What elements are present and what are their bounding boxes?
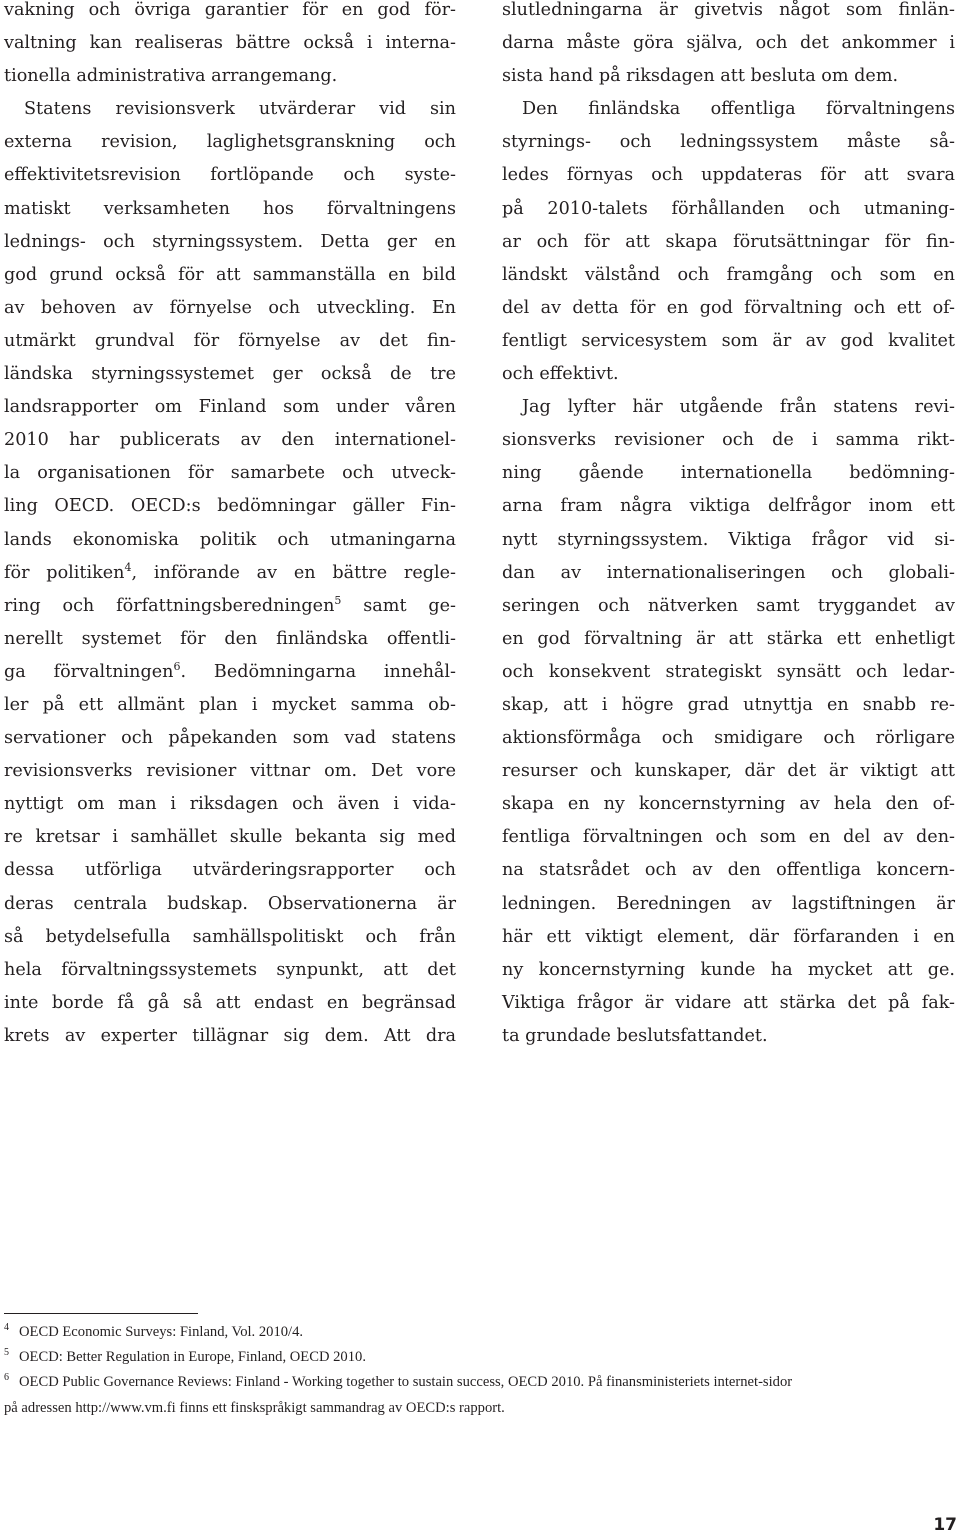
text-line: Viktiga frågor är vidare att stärka det på fak- xyxy=(502,992,955,1013)
text-fragment: samt ge- xyxy=(341,595,456,616)
footnote-ref-4: 4 xyxy=(124,560,132,574)
text-line: arna fram några viktiga delfrågor inom ett xyxy=(502,496,955,517)
text-line: ning gående internationella bedömning- xyxy=(502,463,955,484)
text-line: hela förvaltningssystemets synpunkt, att det xyxy=(4,959,456,980)
text-line xyxy=(4,590,456,623)
text-line: nyttigt om man i riksdagen och även i vida- xyxy=(4,794,456,815)
right-paragraph-3 xyxy=(502,391,955,1053)
text-line: resurser och kunskaper, där det är viktigt att xyxy=(502,761,955,782)
text-line: slutledningarna är givetvis något som finlän- xyxy=(502,0,955,20)
text-line: ny koncernstyrning kunde ha mycket att ge. xyxy=(502,959,955,980)
text-line: la organisationen för samarbete och utveck- xyxy=(4,463,456,484)
text-line: nerellt systemet för den finländska offentli- xyxy=(4,628,456,649)
footnotes xyxy=(4,1320,959,1421)
text-line: servationer och påpekanden som vad statens xyxy=(4,728,456,749)
text-line: ta grundade beslutsfattandet. xyxy=(502,1025,768,1046)
text-line: valtning kan realiseras bättre också i interna- xyxy=(4,33,456,54)
text-line: och effektivt. xyxy=(502,364,619,385)
text-fragment: , införande av en bättre regle- xyxy=(131,562,456,583)
text-line: av behoven av förnyelse och utveckling. En xyxy=(4,297,456,318)
text-fragment: ga förvaltningen xyxy=(4,661,174,682)
footnote-6-continuation: på adressen http://www.vm.fi finns ett finskspråkigt sammandrag av OECD:s rapport. xyxy=(4,1399,505,1416)
text-line: fentliga förvaltningen och som en del av den- xyxy=(502,827,955,848)
footnote-divider xyxy=(4,1313,198,1314)
text-fragment: ring och författningsberedningen xyxy=(4,595,335,616)
text-line: krets av experter tillägnar sig dem. Att dra xyxy=(4,1025,456,1046)
text-line: externa revision, laglighetsgranskning och xyxy=(4,132,456,153)
text-line: ländska styrningssystemet ger också de tre xyxy=(4,364,456,385)
text-line: god grund också för att sammanställa en bild xyxy=(4,264,456,285)
footnote-ref-5: 5 xyxy=(334,593,342,607)
text-line: lednings- och styrningssystem. Detta ger en xyxy=(4,231,456,252)
footnote-text: OECD Economic Surveys: Finland, Vol. 2010/4. xyxy=(19,1324,304,1340)
text-line: 2010 har publicerats av den internationel- xyxy=(4,430,456,451)
footnote-ref-6: 6 xyxy=(173,659,181,673)
text-fragment: . Bedömningarna innehål- xyxy=(180,661,456,682)
text-line: ler på ett allmänt plan i mycket samma ob- xyxy=(4,694,456,715)
footnote-4: 4 OECD Economic Surveys: Finland, Vol. 2010/4. xyxy=(4,1322,304,1340)
text-line: darna måste göra själva, och det ankommer i xyxy=(502,33,955,54)
left-column xyxy=(4,0,456,1053)
page-number: 17 xyxy=(933,1515,957,1535)
text-line: na statsrådet och av den offentliga koncern- xyxy=(502,860,955,881)
footnote-text: OECD Public Governance Reviews: Finland - Working together to sustain success, OECD 2010. På finansministeriets internet-sidor xyxy=(19,1374,793,1391)
text-line: och konsekvent strategiskt synsätt och ledar- xyxy=(502,661,955,682)
text-line: skap, att i högre grad utnyttja en snabb re- xyxy=(502,694,955,715)
text-line: aktionsförmåga och smidigare och rörligare xyxy=(502,728,955,749)
text-line: deras centrala budskap. Observationerna är xyxy=(4,893,456,914)
text-line: så betydelsefulla samhällspolitiskt och från xyxy=(4,926,456,947)
footnote-6: 6 OECD Public Governance Reviews: Finland - Working together to sustain success, OECD 2010. På finansministeriets internet-sidor xyxy=(4,1372,793,1391)
text-line: del av detta för en god förvaltning och ett of- xyxy=(502,297,955,318)
left-paragraph-1 xyxy=(4,0,456,93)
text-line: sista hand på riksdagen att besluta om dem. xyxy=(502,66,899,87)
text-line: Den finländska offentliga förvaltningens xyxy=(522,99,955,120)
text-line: seringen och nätverken samt tryggandet av xyxy=(502,595,955,616)
text-line: revisionsverks revisioner vittnar om. Det vore xyxy=(4,761,456,782)
text-line: tionella administrativa arrangemang. xyxy=(4,66,338,87)
text-line: effektivitetsrevision fortlöpande och syste- xyxy=(4,165,456,186)
right-paragraph-2 xyxy=(502,93,955,391)
right-paragraph-1 xyxy=(502,0,955,93)
text-line: styrnings- och ledningssystem måste så- xyxy=(502,132,955,153)
right-column xyxy=(502,0,955,1053)
footnote-5: 5 OECD: Better Regulation in Europe, Finland, OECD 2010. xyxy=(4,1347,366,1366)
text-line: ar och för att skapa förutsättningar för fin- xyxy=(502,231,955,252)
text-line: skapa en ny koncernstyrning av hela den of- xyxy=(502,794,955,815)
text-line: lands ekonomiska politik och utmaningarna xyxy=(4,529,456,550)
text-fragment: för politiken xyxy=(4,562,125,583)
text-line: här ett viktigt element, där förfaranden i en xyxy=(502,926,955,947)
text-line xyxy=(4,656,456,689)
text-line xyxy=(4,557,456,590)
text-line: inte borde få gå så att endast en begränsad xyxy=(4,992,456,1013)
text-line: ledes förnyas och uppdateras för att svara xyxy=(502,165,955,186)
text-line: landsrapporter om Finland som under våren xyxy=(4,397,456,418)
text-line: på 2010-talets förhållanden och utmaning- xyxy=(502,198,955,219)
text-line: dan av internationaliseringen och globali- xyxy=(502,562,955,583)
text-line: utmärkt grundval för förnyelse av det fin- xyxy=(4,330,456,351)
text-line: vakning och övriga garantier för en god för- xyxy=(4,0,456,20)
text-line: re kretsar i samhället skulle bekanta sig med xyxy=(4,827,456,848)
text-line: sionsverks revisioner och de i samma rikt- xyxy=(502,430,955,451)
text-line: dessa utförliga utvärderingsrapporter och xyxy=(4,860,456,881)
footnote-text: OECD: Better Regulation in Europe, Finland, OECD 2010. xyxy=(19,1349,366,1366)
text-line: nytt styrningssystem. Viktiga frågor vid si- xyxy=(502,529,955,550)
text-line: en god förvaltning är att stärka ett enhetligt xyxy=(502,628,955,649)
text-line: ledningen. Beredningen av lagstiftningen är xyxy=(502,893,955,914)
text-line: Statens revisionsverk utvärderar vid sin xyxy=(24,99,456,120)
left-paragraph-2 xyxy=(4,93,456,1053)
text-line: ländskt välstånd och framgång och som en xyxy=(502,264,955,285)
text-line: fentligt servicesystem som är av god kvalitet xyxy=(502,330,955,351)
text-line: matiskt verksamheten hos förvaltningens xyxy=(4,198,456,219)
text-line: ling OECD. OECD:s bedömningar gäller Fin- xyxy=(4,496,456,517)
text-line: Jag lyfter här utgående från statens revi- xyxy=(522,397,955,418)
